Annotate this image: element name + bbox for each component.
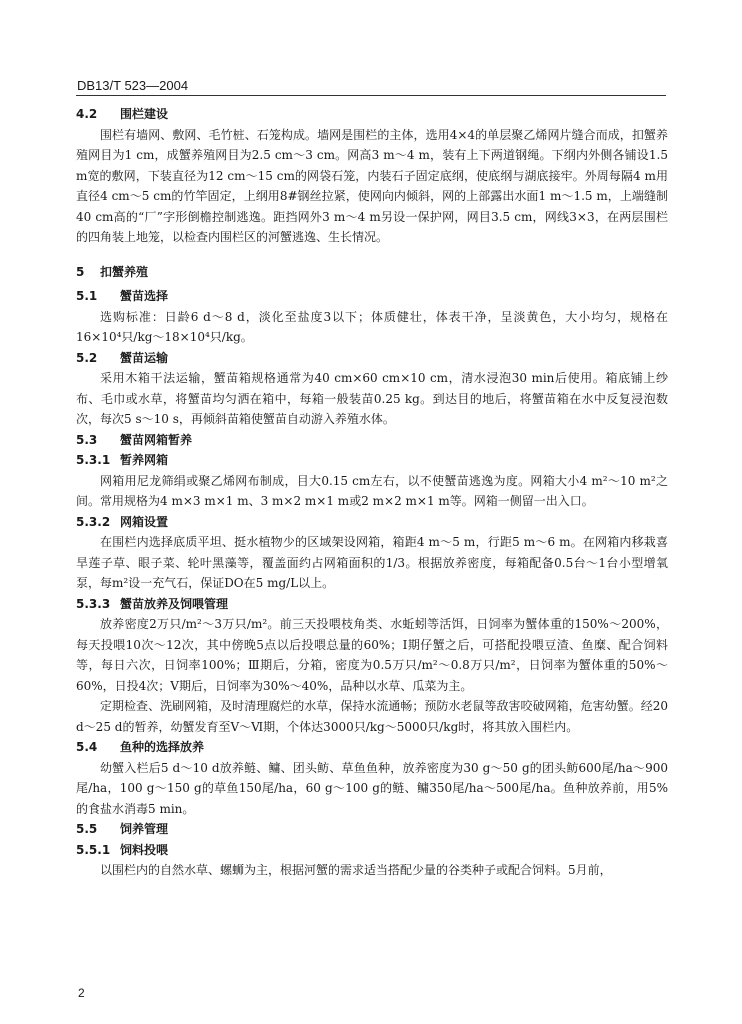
section-heading: 5.5.1 饲料投喂: [76, 842, 169, 857]
section-heading: 5.4 鱼种的选择放养: [76, 740, 205, 754]
section-heading: 5.5 饲养管理: [76, 822, 169, 836]
section-heading: 5.3.1 暂养网箱: [76, 453, 169, 467]
section-heading: 5.1 蟹苗选择: [76, 289, 169, 303]
document-code: DB13/T 523—2004: [77, 78, 189, 93]
paragraph: 幼蟹入栏后5 d～10 d放养鲢、鳙、团头鲂、草鱼鱼种，放养密度为30 g～50 g的团头鲂600尾/ha～900尾/ha，100 g～150 g的草鱼150尾/ha，60 g～100 g的鲢、鳙350尾/ha～500尾/ha。鱼种放养前，用5%的食盐水消毒5 min。: [76, 760, 668, 816]
paragraph: 采用木箱干法运输，蟹苗箱规格通常为40 cm×60 cm×10 cm，清水浸泡30 min后使用。箱底铺上纱布、毛巾或水草，将蟹苗均匀洒在箱中，每箱一般装苗0.25 kg。到达目的地后，将蟹苗箱在水中反复浸泡数次，每次5 s～10 s，再倾斜苗箱使蟹苗自动游入养殖水体。: [76, 371, 668, 426]
paragraph: 定期检查、洗刷网箱，及时清理腐烂的水草，保持水流通畅；预防水老鼠等敌害咬破网箱，危害幼蟹。经20 d～25 d的暂养，幼蟹发育至Ⅴ～Ⅵ期，个体达3000只/kg～5000只/kg时，将其放入围栏内。: [76, 699, 668, 734]
section-heading: 5.3.2 网箱设置: [76, 514, 169, 529]
header-rule: [76, 95, 666, 96]
section-heading: 5 扣蟹养殖: [76, 264, 149, 279]
section-heading: 5.3.3 蟹苗放养及饲喂管理: [76, 596, 229, 611]
section-heading: 5.2 蟹苗运输: [76, 350, 169, 365]
section-heading: 5.3 蟹苗网箱暂养: [76, 432, 193, 447]
paragraph: 网箱用尼龙筛绢或聚乙烯网布制成，目大0.15 cm左右，以不使蟹苗逃逸为度。网箱大小4 m²～10 m²之间。常用规格为4 m×3 m×1 m、3 m×2 m×1 m或2 m×2 m×1 m等。网箱一侧留一出入口。: [76, 473, 668, 508]
paragraph: 围栏有墙网、敷网、毛竹桩、石笼构成。墙网是围栏的主体，选用4×4的单层聚乙烯网片缝合而成，扣蟹养殖网目为1 cm，成蟹养殖网目为2.5 cm～3 cm。网高3 m～4 m，装有上下两道钢绳。下纲内外侧各铺设1.5 m宽的敷网，下装直径为12 cm～15 cm的网袋石笼，内装石子固定底纲，使底纲与湖底接牢。外周每隔4 m用直径4 cm～5 cm的竹竿固定，上纲用8#钢丝拉紧，使网向内倾斜，网的上部露出水面1 m～1.5 m，上端缝制40 cm高的“厂”字形倒檐控制逃逸。距挡网外3 m～4 m另设一保护网，网目3.5 cm，网线3×3，在两层围栏的四角装上地笼，以检查内围栏区的河蟹逃逸、生长情况。: [76, 127, 668, 244]
paragraph: 放养密度2万只/m²～3万只/m²。前三天投喂枝角类、水蚯蚓等活饵，日饲率为蟹体重的150%～200%，每天投喂10次～12次，其中傍晚5点以后投喂总量的60%；Ⅰ期仔蟹之后，可搭配投喂豆渣、鱼糜、配合饲料等，每日六次，日饲率100%；Ⅲ期后，分箱，密度为0.5万只/m²～0.8万只/m²，日饲率为蟹体重的50%～60%，日投4次；Ⅴ期后，日饲率为30%～40%，品种以水草、瓜菜为主。: [76, 617, 668, 693]
paragraph: 选购标准：日龄6 d～8 d，淡化至盐度3以下；体质健壮，体表干净，呈淡黄色，大小均匀，规格在16×10⁴只/kg～18×10⁴只/kg。: [76, 309, 668, 344]
section-heading: 4.2 围栏建设: [76, 107, 169, 121]
paragraph: 在围栏内选择底质平坦、挺水植物少的区域架设网箱，箱距4 m～5 m，行距5 m～6 m。在网箱内移栽喜旱莲子草、眼子菜、轮叶黑藻等，覆盖面约占网箱面积的1/3。根据放养密度，每箱配备0.5台～1台小型增氧泵，每m²设一充气石，保证DO在5 mg/L以上。: [76, 535, 668, 590]
document-body: [76, 104, 668, 881]
page-number: 2: [78, 986, 85, 1000]
paragraph: 以围栏内的自然水草、螺蛳为主，根据河蟹的需求适当搭配少量的谷类种子或配合饲料。5月前，: [100, 863, 612, 877]
